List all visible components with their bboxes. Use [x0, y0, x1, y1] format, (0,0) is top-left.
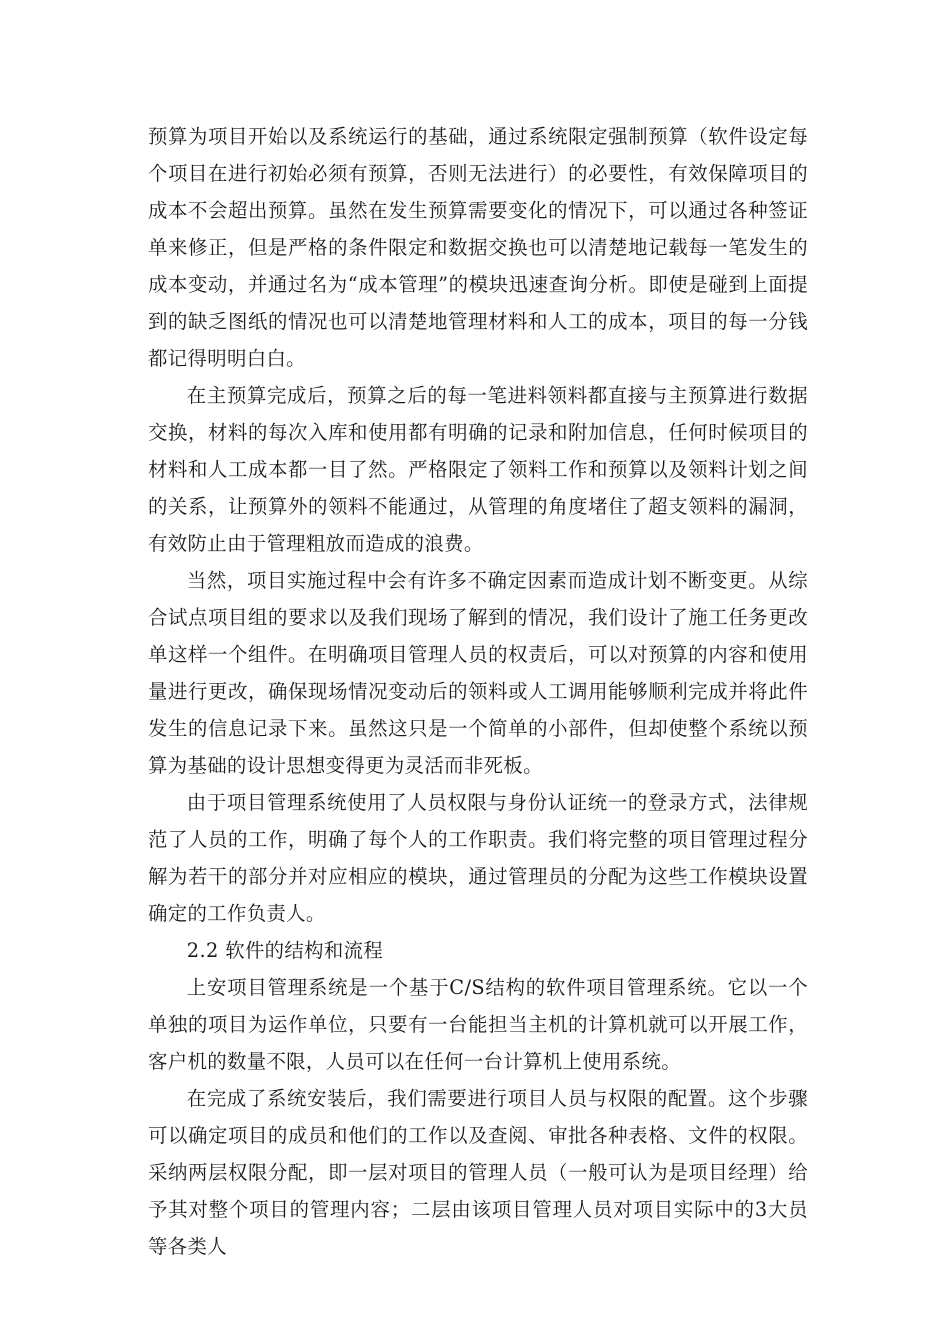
- section-heading: 2.2 软件的结构和流程: [186, 939, 384, 962]
- document-page: [148, 118, 808, 1265]
- paragraph-role-config: 在完成了系统安装后，我们需要进行项目人员与权限的配置。这个步骤可以确定项目的成员和他们的工作以及查阅、审批各种表格、文件的权限。采纳两层权限分配，即一层对项目的管理人员（一般可认为是项目经理）给予其对整个项目的管理内容；二层由该项目管理人员对项目实际中的3大员等各类人: [148, 1087, 808, 1258]
- paragraph-budget-foundation: 预算为项目开始以及系统运行的基础，通过系统限定强制预算（软件设定每个项目在进行初始必须有预算，否则无法进行）的必要性，有效保障项目的成本不会超出预算。虽然在发生预算需要变化的情况下，可以通过各种签证单来修正，但是严格的条件限定和数据交换也可以清楚地记载每一笔发生的成本变动，并通过名为“成本管理”的模块迅速查询分析。即使是碰到上面提到的缺乏图纸的情况也可以清楚地管理材料和人工的成本，项目的每一分钱都记得明明白白。: [148, 125, 808, 370]
- paragraph-main-budget: 在主预算完成后，预算之后的每一笔进料领料都直接与主预算进行数据交换，材料的每次入库和使用都有明确的记录和附加信息，任何时候项目的材料和人工成本都一目了然。严格限定了领料工作和预算以及领料计划之间的关系，让预算外的领料不能通过，从管理的角度堵住了超支领料的漏洞，有效防止由于管理粗放而造成的浪费。: [148, 384, 808, 555]
- paragraph-plan-changes: 当然，项目实施过程中会有许多不确定因素而造成计划不断变更。从综合试点项目组的要求以及我们现场了解到的情况，我们设计了施工任务更改单这样一个组件。在明确项目管理人员的权责后，可以对预算的内容和使用量进行更改，确保现场情况变动后的领料或人工调用能够顺利完成并将此件发生的信息记录下来。虽然这只是一个简单的小部件，但却使整个系统以预算为基础的设计思想变得更为灵活而非死板。: [148, 569, 808, 777]
- paragraph-system-overview: 上安项目管理系统是一个基于C/S结构的软件项目管理系统。它以一个单独的项目为运作单位，只要有一台能担当主机的计算机就可以开展工作，客户机的数量不限，人员可以在任何一台计算机上使用系统。: [148, 976, 808, 1073]
- paragraph-permissions: 由于项目管理系统使用了人员权限与身份认证统一的登录方式，法律规范了人员的工作，明确了每个人的工作职责。我们将完整的项目管理过程分解为若干的部分并对应相应的模块，通过管理员的分配为这些工作模块设置确定的工作负责人。: [148, 791, 808, 925]
